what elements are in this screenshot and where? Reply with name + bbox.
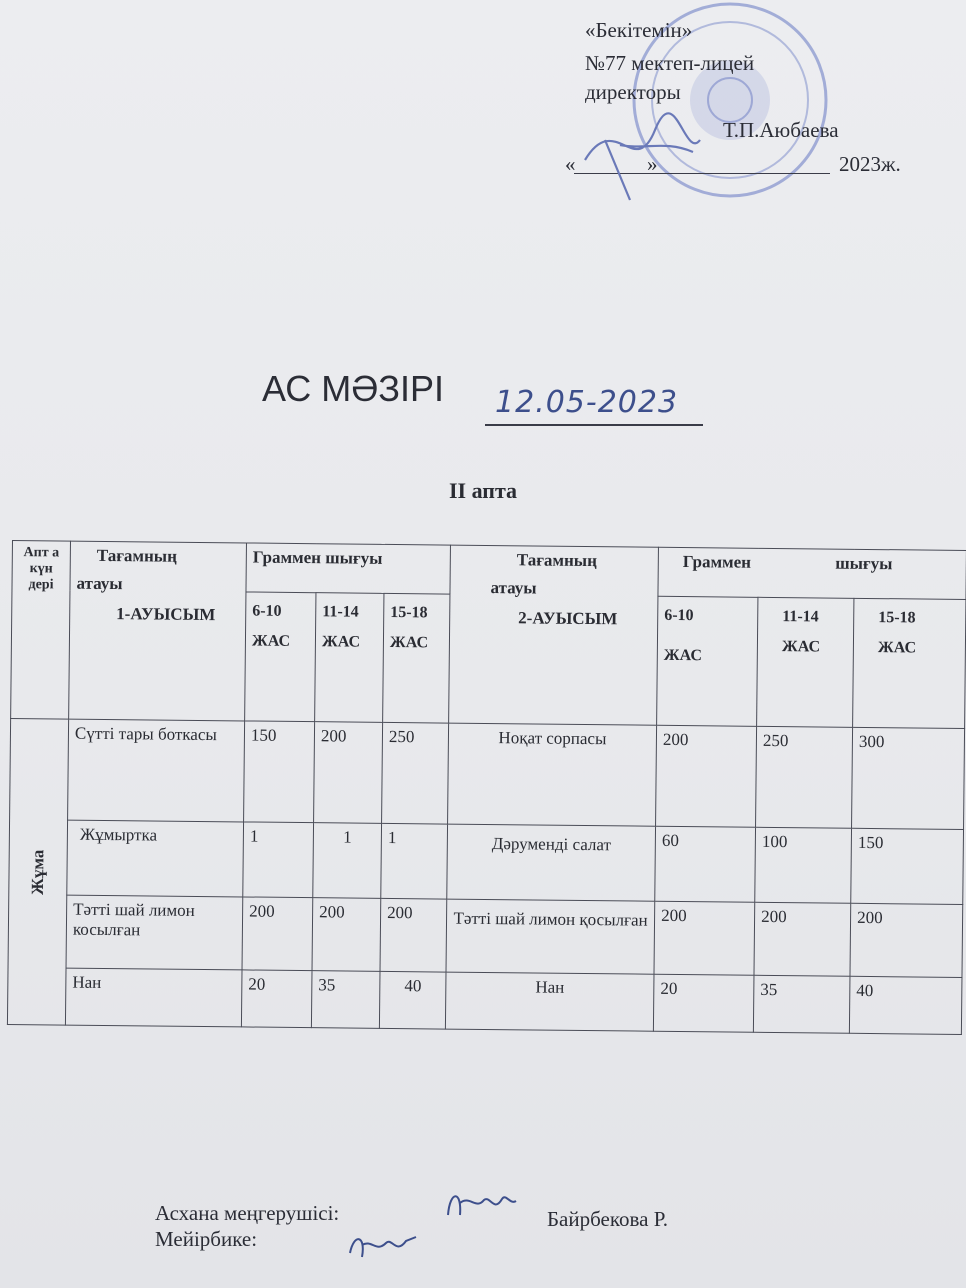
g1-cell: 40 xyxy=(379,971,446,1029)
approval-year: 2023ж. xyxy=(839,152,901,176)
g1-cell: 35 xyxy=(311,971,380,1029)
director-signature xyxy=(575,100,705,210)
dish1-cell: Жұмыртка xyxy=(67,820,244,897)
canteen-manager-label: Асхана меңгерушісі: xyxy=(155,1201,340,1225)
g1-cell: 1 xyxy=(313,823,382,899)
table-row xyxy=(10,718,965,829)
age-col-2-shift1: 11-14 ЖАС xyxy=(315,593,384,723)
header-row-1 xyxy=(12,541,966,600)
nurse-label: Мейірбике: xyxy=(155,1227,258,1251)
header-grams-shift2 xyxy=(658,547,966,599)
g2-cell: 300 xyxy=(852,727,965,829)
g1-cell: 200 xyxy=(380,898,447,972)
g2-cell: 35 xyxy=(753,975,850,1033)
table-row xyxy=(9,819,964,904)
g1-cell: 20 xyxy=(241,970,312,1028)
table-row xyxy=(8,894,963,977)
g2-cell: 60 xyxy=(655,826,756,902)
dish2-cell: Дәруменді салат xyxy=(447,824,656,901)
g1-cell: 200 xyxy=(312,898,381,972)
approval-date-mid: » xyxy=(647,152,658,176)
header-dish-shift2 xyxy=(449,545,659,725)
g1-cell: 250 xyxy=(382,722,449,824)
g1-cell: 200 xyxy=(314,722,383,824)
dish1-cell: Сүтті тары боткасы xyxy=(68,719,245,822)
g2-cell: 250 xyxy=(756,726,853,828)
dish2-cell: Тәтті шай лимон қосылған xyxy=(446,899,655,974)
dish2-cell: Ноқат сорпасы xyxy=(448,723,657,826)
age-col-1-shift2: 6-10 ЖАС xyxy=(657,596,758,726)
g1-cell: 150 xyxy=(244,721,315,823)
header-grams2-a: Граммен xyxy=(682,552,752,572)
day-label: Жұма xyxy=(27,849,48,895)
header-shift1: 1-АУЫСЫМ xyxy=(116,604,216,625)
g1-cell: 1 xyxy=(243,822,314,898)
approval-date-prefix: « xyxy=(565,152,576,176)
header-shift2: 2-АУЫСЫМ xyxy=(518,608,618,629)
menu-table xyxy=(7,540,966,1035)
g2-cell: 200 xyxy=(850,903,963,977)
g2-cell: 100 xyxy=(755,827,852,903)
dish1-cell: Нан xyxy=(65,968,242,1027)
g1-cell: 200 xyxy=(242,897,313,971)
header-dish2-line-b: атауы xyxy=(490,578,537,598)
age-col-2-shift2: 11-14 ЖАС xyxy=(757,597,854,727)
date-underline xyxy=(485,424,703,426)
g2-cell: 200 xyxy=(654,901,755,975)
header-day: Апт а күн дері xyxy=(11,541,71,720)
g1-cell: 1 xyxy=(381,823,448,899)
canteen-manager-signature xyxy=(440,1185,520,1230)
g2-cell: 200 xyxy=(656,725,757,827)
header-dish1-line-b: атауы xyxy=(76,573,123,594)
table-row xyxy=(7,967,962,1034)
director-name: Т.П.Аюбаева xyxy=(723,118,839,142)
g2-cell: 40 xyxy=(849,976,962,1034)
approval-line-2: №77 мектеп-лицей xyxy=(585,51,755,75)
header-grams-shift1: Граммен шығуы xyxy=(246,543,451,594)
week-label: ІІ апта xyxy=(448,478,518,503)
approval-line-1: «Бекітемін» xyxy=(585,18,693,42)
g2-cell: 200 xyxy=(754,902,851,976)
nurse-signature xyxy=(340,1225,420,1270)
age-col-3-shift2: 15-18 ЖАС xyxy=(853,598,966,728)
header-dish2-line-a: Тағамның xyxy=(516,550,598,571)
age-col-3-shift1: 15-18 ЖАС xyxy=(383,593,450,723)
canteen-manager-name: Байрбекова Р. xyxy=(547,1207,668,1231)
dish2-cell: Нан xyxy=(445,972,654,1031)
header-grams2-b: шығуы xyxy=(835,553,893,574)
dish1-cell: Тәтті шай лимон косылған xyxy=(66,895,243,970)
header-dish1-line-a: Тағамның xyxy=(96,545,178,566)
header-dish-shift1 xyxy=(69,541,247,721)
handwritten-date: 12.05-2023 xyxy=(495,385,679,420)
day-cell xyxy=(7,718,68,1025)
page-title: АС МӘЗІРІ xyxy=(262,368,445,409)
approval-line-3: директоры xyxy=(585,80,681,104)
g2-cell: 150 xyxy=(851,828,964,904)
age-col-1-shift1: 6-10 ЖАС xyxy=(245,592,316,722)
g2-cell: 20 xyxy=(653,974,754,1032)
